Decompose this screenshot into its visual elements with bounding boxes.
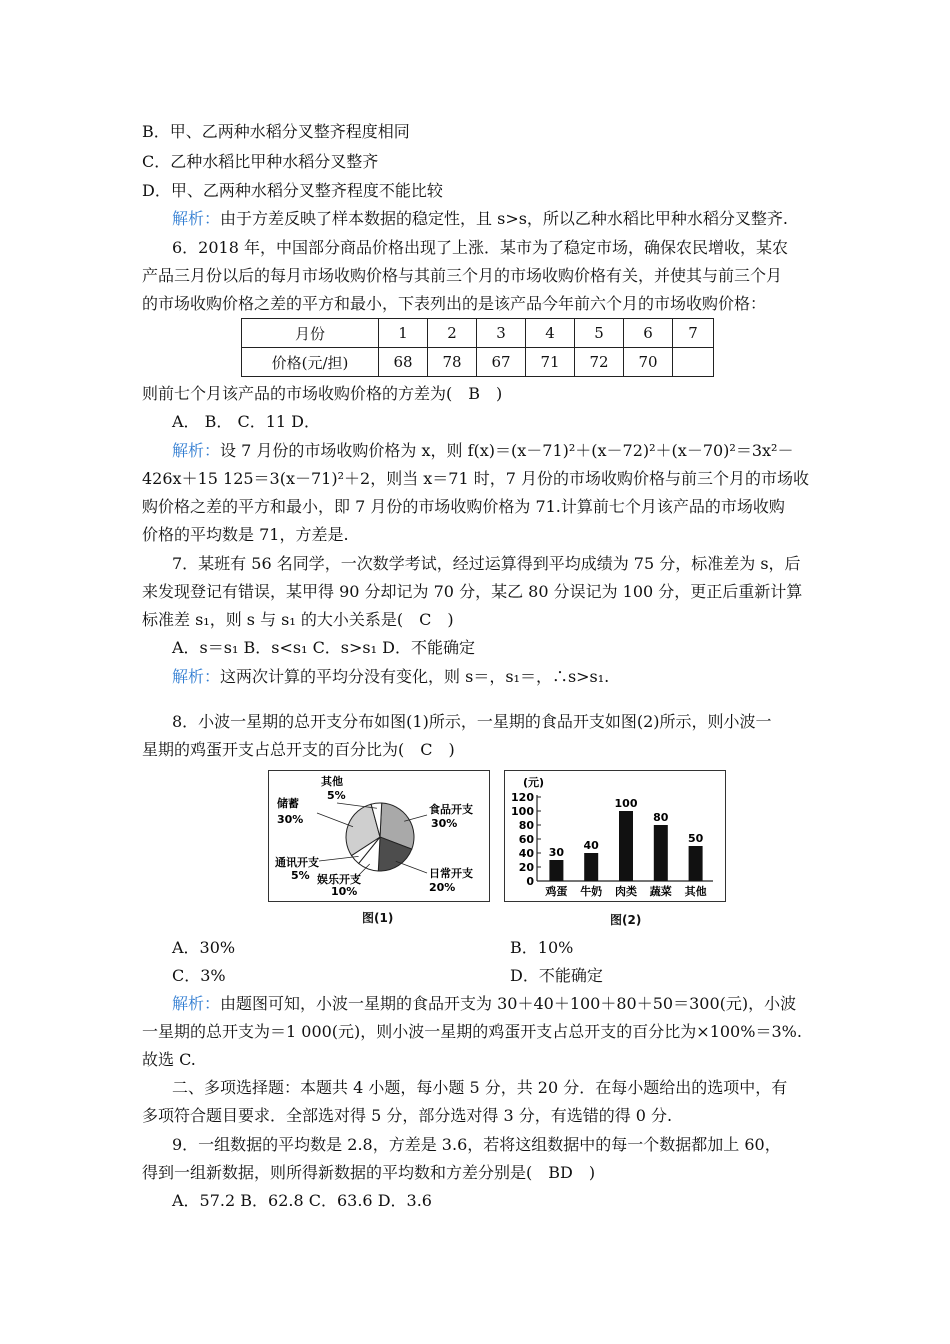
table-cell: 71 xyxy=(526,348,575,377)
y-tick-label: 80 xyxy=(518,819,534,832)
pie-value-label: 10% xyxy=(331,885,358,898)
table-cell: 1 xyxy=(379,319,428,348)
price-table xyxy=(241,318,714,377)
table-cell: 2 xyxy=(428,319,477,348)
q5-option-d: D．甲、乙两种水稻分叉整齐程度不能比较 xyxy=(142,181,443,200)
table-row xyxy=(242,348,714,377)
table-cell: 6 xyxy=(624,319,673,348)
bar-value-label: 100 xyxy=(614,797,638,810)
analysis-text: 由题图可知，小波一星期的食品开支为 30＋40＋100＋80＋50＝300(元)，小波 xyxy=(220,994,797,1013)
q6-stem-line3: 的市场收购价格之差的平方和最小，下表列出的是该产品今年前六个月的市场收购价格： xyxy=(142,294,767,313)
pie-category-label: 其他 xyxy=(321,775,343,788)
analysis-label: 解析： xyxy=(172,441,221,460)
bar xyxy=(619,811,633,881)
analysis-label: 解析： xyxy=(172,667,221,686)
q6-stem-line2: 产品三月份以后的每月市场收购价格与其前三个月的市场收购价格有关，并使其与前三个月 xyxy=(142,266,783,285)
q8-option-a: A．30% xyxy=(172,938,236,957)
bar xyxy=(549,860,563,881)
q8-analysis xyxy=(172,994,796,1014)
pie-chart-frame xyxy=(268,770,490,902)
bar-value-label: 80 xyxy=(653,811,669,824)
pie-value-label: 30% xyxy=(277,813,304,826)
pie-category-label: 娱乐开支 xyxy=(317,873,361,886)
q9-options: A．57.2 B．62.8 C．63.6 D．3.6 xyxy=(172,1191,432,1210)
pie-value-label: 5% xyxy=(291,869,310,882)
q7-analysis xyxy=(172,667,609,687)
pie-category-label: 日常开支 xyxy=(429,867,473,880)
bar xyxy=(689,846,703,881)
pie-value-label: 20% xyxy=(429,881,456,894)
x-tick-label: 牛奶 xyxy=(580,885,603,898)
x-tick-label: 蔬菜 xyxy=(649,885,672,898)
q8-option-d: D．不能确定 xyxy=(510,966,603,985)
analysis-text: 这两次计算的平均分没有变化，则 s＝，s₁＝，∴s>s₁. xyxy=(220,667,610,686)
table-cell: 67 xyxy=(477,348,526,377)
q9-stem-line1: 9．一组数据的平均数是 2.8，方差是 3.6，若将这组数据中的每一个数据都加上 60， xyxy=(172,1135,781,1154)
analysis-text: 由于方差反映了样本数据的稳定性，且 s>s，所以乙种水稻比甲种水稻分叉整齐. xyxy=(220,209,789,228)
section2-line1: 二、多项选择题：本题共 4 小题，每小题 5 分，共 20 分．在每小题给出的选项中，有 xyxy=(172,1078,788,1097)
bar xyxy=(584,853,598,881)
y-axis-unit-label: (元) xyxy=(523,776,545,789)
q6-options: A． B． C．11 D． xyxy=(172,412,321,431)
y-tick-label: 120 xyxy=(511,791,534,804)
table-cell: 70 xyxy=(624,348,673,377)
q7-stem-line1: 7．某班有 56 名同学，一次数学考试，经过运算得到平均成绩为 75 分，标准差为 s，后 xyxy=(172,554,801,573)
bar-value-label: 40 xyxy=(583,839,599,852)
table-cell: 78 xyxy=(428,348,477,377)
bar-chart-frame xyxy=(504,770,726,902)
pie-category-label: 食品开支 xyxy=(429,803,473,816)
pie-category-label: 通讯开支 xyxy=(275,856,319,869)
q8-option-b: B．10% xyxy=(510,938,574,957)
figure-1-caption: 图(1) xyxy=(362,911,394,925)
bar-value-label: 50 xyxy=(687,832,704,845)
q8-stem-line1: 8．小波一星期的总开支分布如图(1)所示，一星期的食品开支如图(2)所示，则小波一 xyxy=(172,712,772,731)
table-cell: 68 xyxy=(379,348,428,377)
pie-chart xyxy=(269,771,489,901)
q7-options: A．s＝s₁ B．s<s₁ C．s>s₁ D．不能确定 xyxy=(172,638,475,657)
y-tick-label: 40 xyxy=(518,847,534,860)
q6-analysis-line3: 购价格之差的平方和最小，即 7 月份的市场收购价格为 71.计算前七个月该产品的市场收购 xyxy=(142,497,785,516)
q6-analysis xyxy=(172,441,793,461)
bar xyxy=(654,825,668,881)
table-row xyxy=(242,319,714,348)
table-cell: 72 xyxy=(575,348,624,377)
q8-analysis-line2: 一星期的总开支为＝1 000(元)，则小波一星期的鸡蛋开支占总开支的百分比为×100%＝3%. xyxy=(142,1022,802,1041)
q6-analysis-line2: 426x＋15 125＝3(x－71)²＋2，则当 x＝71 时，7 月份的市场收购价格与前三个月的市场收 xyxy=(142,469,810,488)
table-cell: 3 xyxy=(477,319,526,348)
y-tick-label: 0 xyxy=(526,875,534,888)
section2-line2: 多项符合题目要求．全部选对得 5 分，部分选对得 3 分，有选错的得 0 分. xyxy=(142,1106,673,1125)
x-tick-label: 肉类 xyxy=(615,885,637,898)
q9-stem-line2: 得到一组新数据，则所得新数据的平均数和方差分别是( BD ) xyxy=(142,1163,596,1182)
q7-stem-line2: 来发现登记有错误，某甲得 90 分却记为 70 分，某乙 80 分误记为 100 分，更正后重新计算 xyxy=(142,582,803,601)
pie-leader-line xyxy=(396,861,427,873)
figure-2-caption: 图(2) xyxy=(610,913,642,927)
x-tick-label: 鸡蛋 xyxy=(545,885,568,898)
analysis-label: 解析： xyxy=(172,209,221,228)
q6-question: 则前七个月该产品的市场收购价格的方差为( B ) xyxy=(142,384,503,403)
y-tick-label: 20 xyxy=(518,861,534,874)
q7-stem-line3: 标准差 s₁，则 s 与 s₁ 的大小关系是( C ) xyxy=(142,610,454,629)
table-header-month: 月份 xyxy=(242,319,379,348)
bar-value-label: 30 xyxy=(548,846,565,859)
y-tick-label: 100 xyxy=(511,805,534,818)
table-cell: 5 xyxy=(575,319,624,348)
table-cell: 7 xyxy=(673,319,714,348)
q8-stem-line2: 星期的鸡蛋开支占总开支的百分比为( C ) xyxy=(142,740,455,759)
q6-analysis-line4: 价格的平均数是 71，方差是. xyxy=(142,525,349,544)
table-cell: 4 xyxy=(526,319,575,348)
y-tick-label: 60 xyxy=(518,833,534,846)
pie-value-label: 30% xyxy=(431,817,458,830)
q5-option-c: C．乙种水稻比甲种水稻分叉整齐 xyxy=(142,152,379,171)
pie-leader-line xyxy=(319,856,359,861)
pie-category-label: 储蓄 xyxy=(277,797,299,810)
table-header-price: 价格(元/担) xyxy=(242,348,379,377)
pie-leader-line xyxy=(317,813,353,827)
q8-analysis-line3: 故选 C. xyxy=(142,1050,196,1069)
q8-option-c: C．3% xyxy=(172,966,226,985)
x-tick-label: 其他 xyxy=(684,885,707,898)
table-cell xyxy=(673,348,714,377)
q5-option-b: B．甲、乙两种水稻分叉整齐程度相同 xyxy=(142,122,410,141)
analysis-text: 设 7 月份的市场收购价格为 x，则 f(x)＝(x－71)²＋(x－72)²＋(x－70)²＝3x²－ xyxy=(220,441,794,460)
pie-value-label: 5% xyxy=(327,789,346,802)
bar-chart xyxy=(505,771,725,901)
q6-stem-line1: 6．2018 年，中国部分商品价格出现了上涨．某市为了稳定市场，确保农民增收，某农 xyxy=(172,238,788,257)
q5-analysis xyxy=(172,209,788,229)
analysis-label: 解析： xyxy=(172,994,221,1013)
